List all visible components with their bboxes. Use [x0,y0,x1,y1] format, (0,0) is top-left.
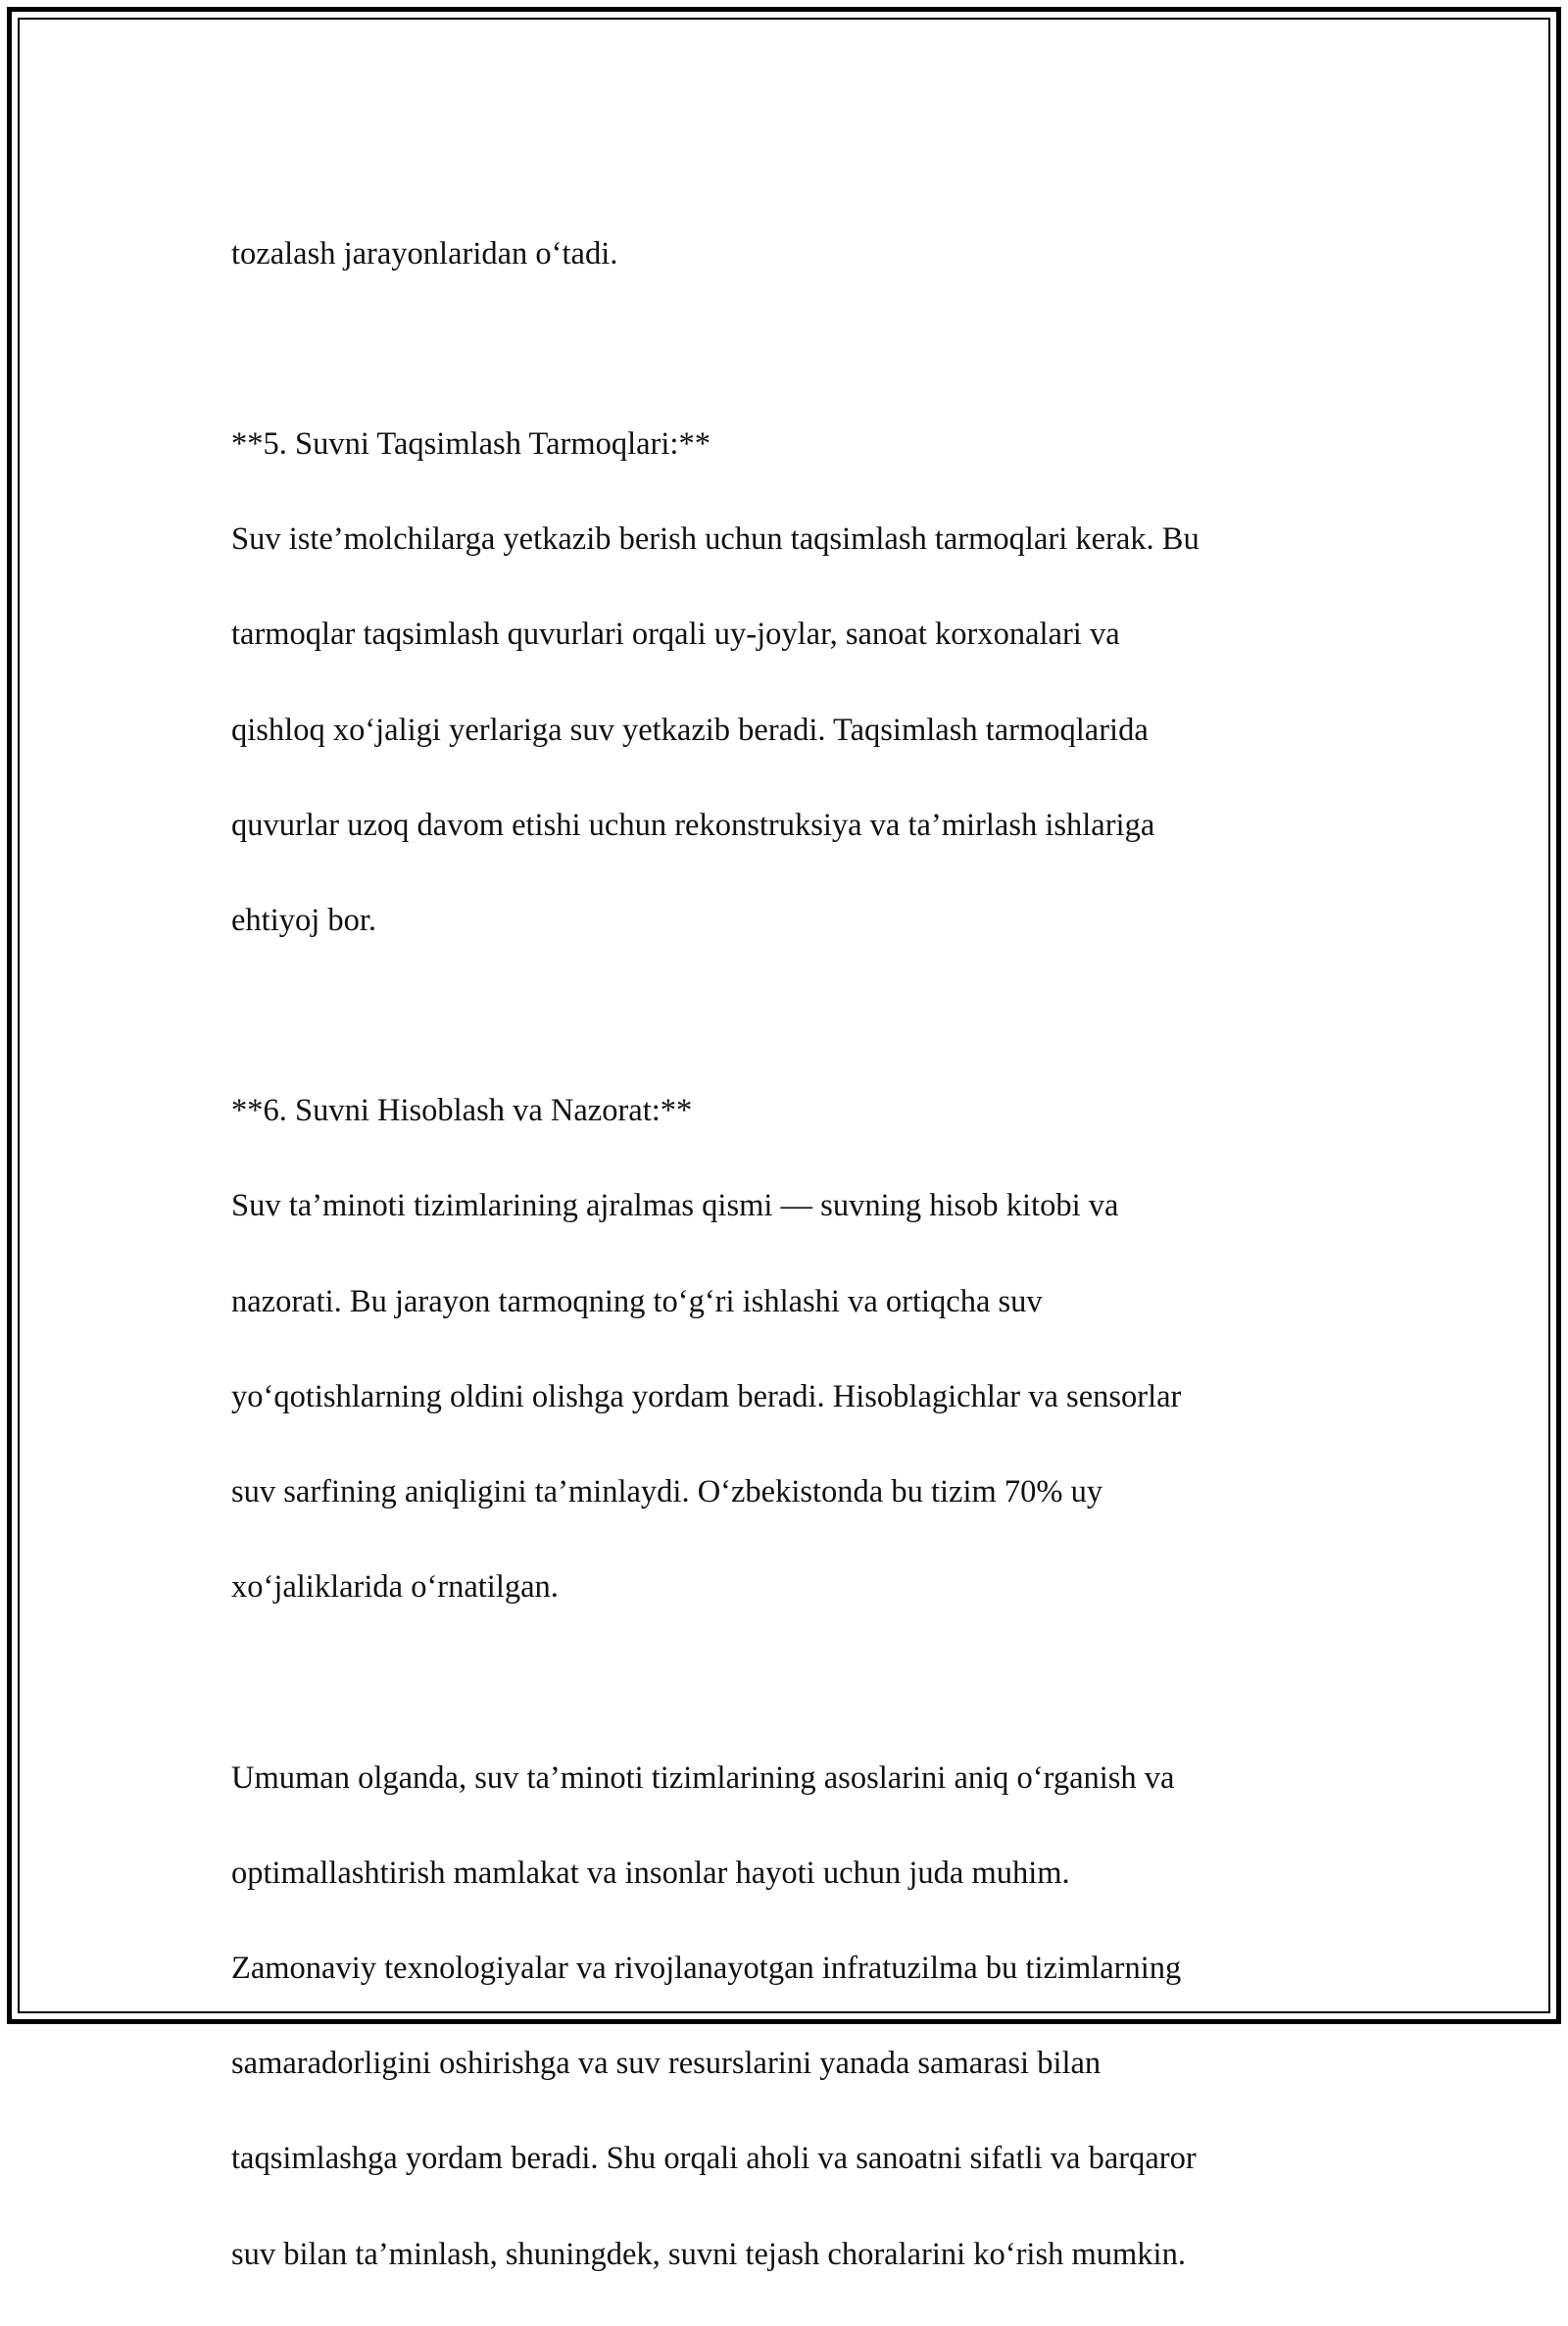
text-line: Zamonaviy texnologiyalar va rivojlanayotgan infratuzilma bu tizimlarning [231,1950,1182,1986]
text-line: quvurlar uzoq davom etishi uchun rekonstruksiya va ta’mirlash ishlariga [231,807,1155,843]
text-line: Suv ta’minoti tizimlarining ajralmas qismi — suvning hisob kitobi va [231,1188,1119,1224]
document-body [231,182,1339,2326]
text-line: suv bilan ta’minlash, shuningdek, suvni tejash choralarini ko‘rish mumkin. [231,2236,1186,2272]
text-line: qishloq xo‘jaligi yerlariga suv yetkazib beradi. Taqsimlash tarmoqlarida [231,712,1149,748]
section-heading: **6. Suvni Hisoblash va Nazorat:** [231,1093,693,1129]
text-line: samaradorligini oshirishga va suv resurslarini yanada samarasi bilan [231,2046,1102,2082]
conclusion-paragraph [231,1707,1339,2326]
section-distribution-networks [231,372,1339,992]
text-line: yo‘qotishlarning oldini olishga yordam beradi. Hisoblagichlar va sensorlar [231,1378,1182,1414]
paragraph-gap [231,992,1339,1040]
text-line: tarmoqlar taqsimlash quvurlari orqali uy-joylar, sanoat korxonalari va [231,617,1120,653]
text-line: ehtiyoj bor. [231,902,377,938]
section-metering-control [231,1040,1339,1659]
text-line: Suv iste’molchilarga yetkazib berish uchun taqsimlash tarmoqlari kerak. Bu [231,521,1200,558]
text-line: Umuman olganda, suv ta’minoti tizimlarining asoslarini aniq o‘rganish va [231,1759,1175,1796]
text-line: suv sarfining aniqligini ta’minlaydi. O‘zbekistonda bu tizim 70% uy [231,1474,1103,1510]
text-line: taqsimlashga yordam beradi. Shu orqali aholi va sanoatni sifatli va barqaror [231,2141,1197,2177]
text-line: optimallashtirish mamlakat va insonlar hayoti uchun juda muhim. [231,1855,1070,1891]
paragraph-gap [231,325,1339,373]
text-line: tozalash jarayonlaridan o‘tadi. [231,235,618,272]
paragraph-gap [231,1658,1339,1707]
continuation-text [231,182,1339,325]
text-line: xo‘jaliklarida o‘rnatilgan. [231,1569,559,1606]
section-heading: **5. Suvni Taqsimlash Tarmoqlari:** [231,425,710,462]
text-line: nazorati. Bu jarayon tarmoqning to‘g‘ri ishlashi va ortiqcha suv [231,1283,1043,1319]
